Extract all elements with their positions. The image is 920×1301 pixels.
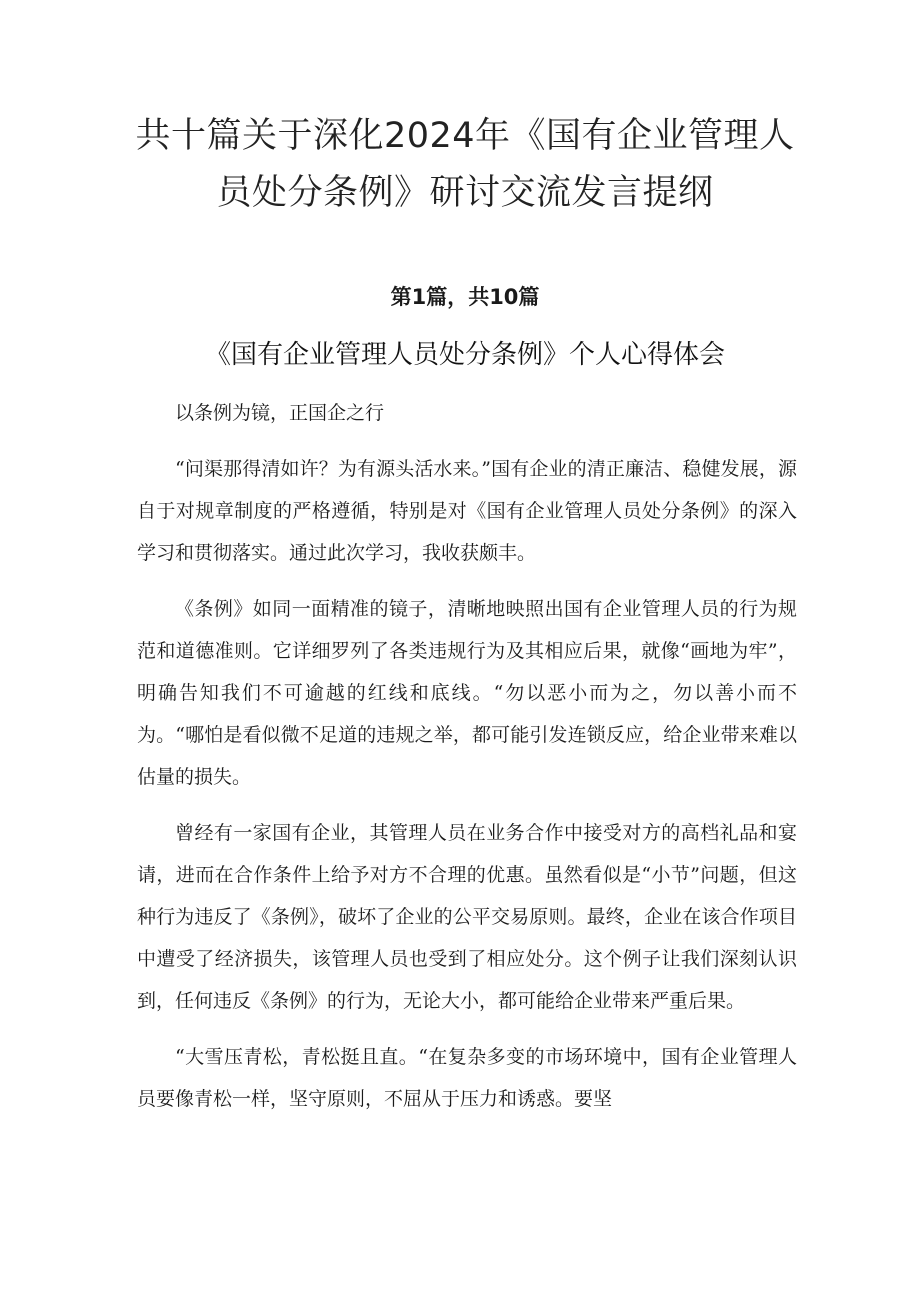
paragraph: “大雪压青松，青松挺且直。“在复杂多变的市场环境中，国有企业管理人员要像青松一样，坚守原则，不屈从于压力和诱惑。要坚 (137, 1046, 797, 1110)
article-body (137, 392, 797, 1134)
part-label: 第1篇，共10篇 (390, 285, 540, 309)
paragraph: “问渠那得清如许？为有源头活水来。”国有企业的清正廉洁、稳健发展，源自于对规章制度的严格遵循，特别是对《国有企业管理人员处分条例》的深入学习和贯彻落实。通过此次学习，我收获颇丰。 (137, 458, 797, 564)
document-title: 共十篇关于深化2024年《国有企业管理人员处分条例》研讨交流发言提纲 (135, 116, 795, 213)
paragraph-subtitle: 以条例为镜，正国企之行 (175, 402, 385, 424)
article-title: 《国有企业管理人员处分条例》个人心得体会 (204, 340, 725, 370)
paragraph: 曾经有一家国有企业，其管理人员在业务合作中接受对方的高档礼品和宴请，进而在合作条件上给予对方不合理的优惠。虽然看似是“小节”问题，但这种行为违反了《条例》，破坏了企业的公平交易原则。最终，企业在该合作项目中遭受了经济损失，该管理人员也受到了相应处分。这个例子让我们深刻认识到，任何违反《条例》的行为，无论大小，都可能给企业带来严重后果。 (137, 822, 797, 1012)
paragraph: 《条例》如同一面精准的镜子，清晰地映照出国有企业管理人员的行为规范和道德准则。它详细罗列了各类违规行为及其相应后果，就像“画地为牢”，明确告知我们不可逾越的红线和底线。“勿以恶小而为之，勿以善小而不为。“哪怕是看似微不足道的违规之举，都可能引发连锁反应，给企业带来难以估量的损失。 (137, 598, 797, 788)
